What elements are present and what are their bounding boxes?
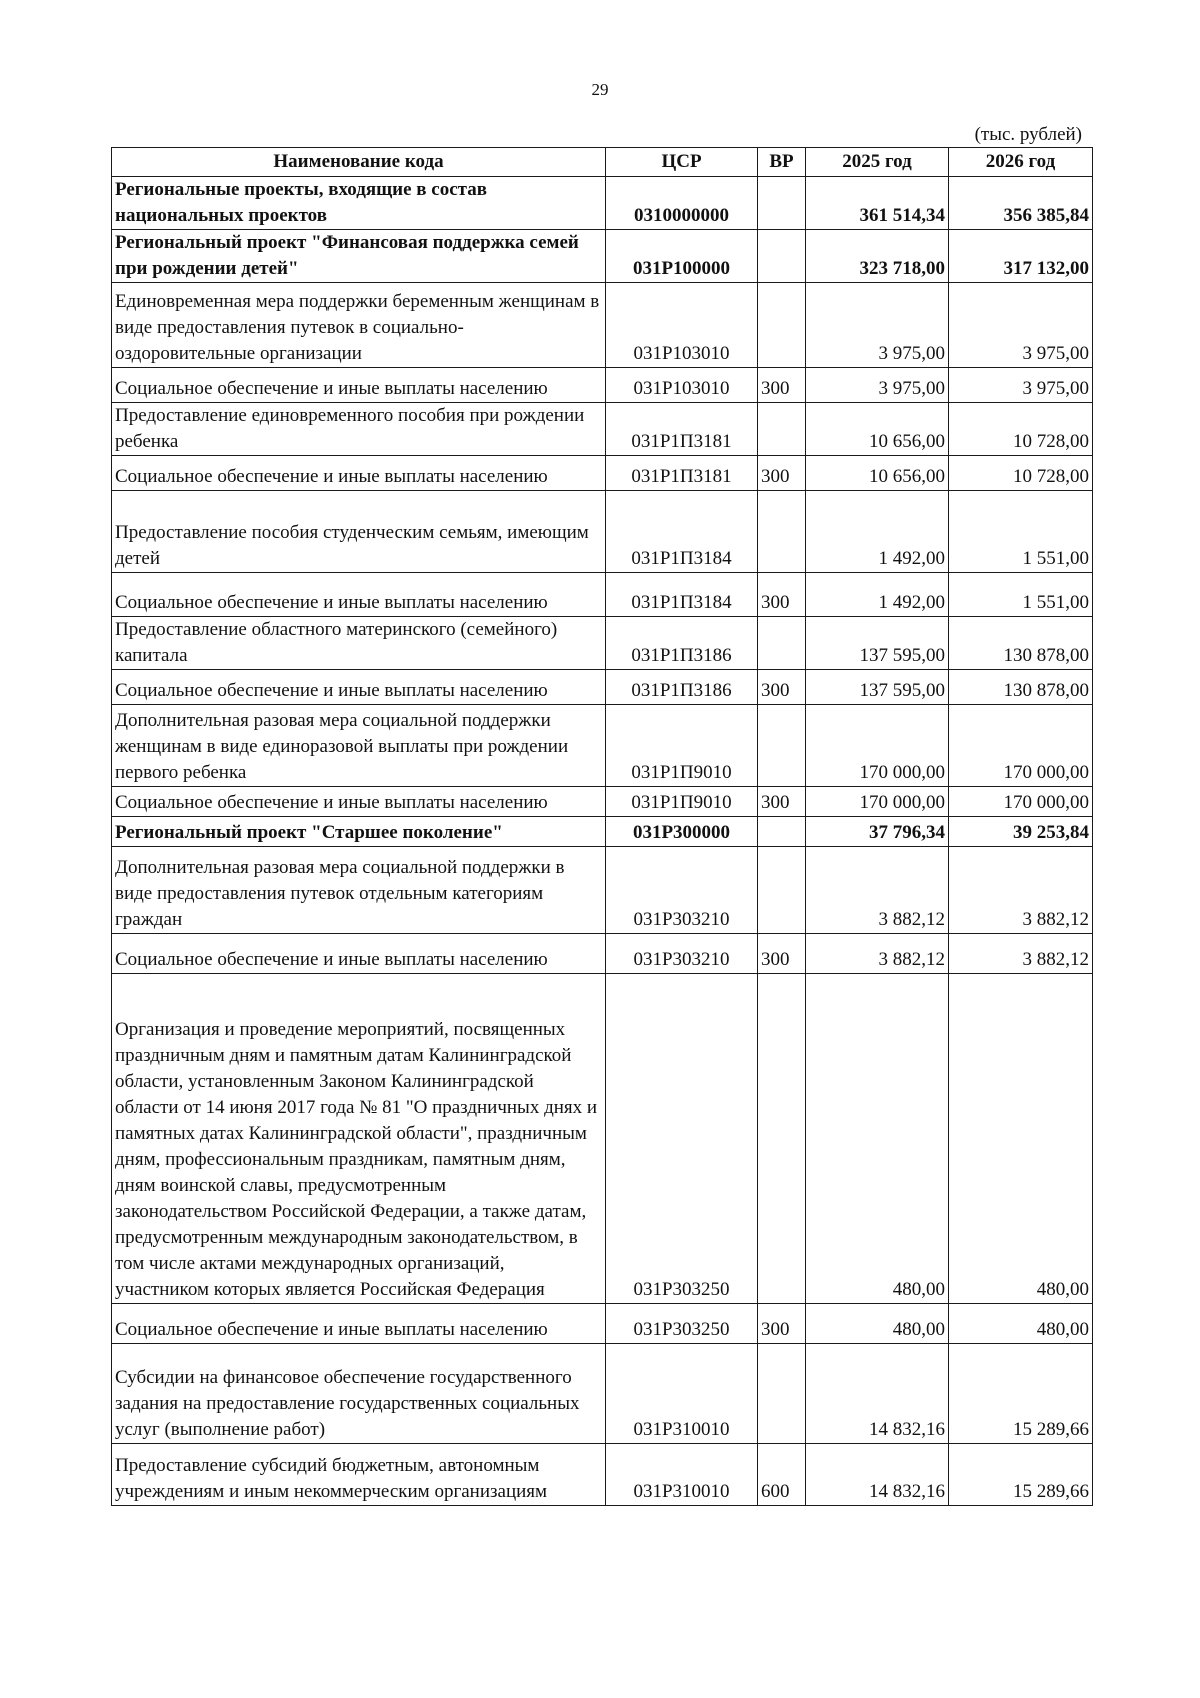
row-value-2025: 10 656,00: [806, 403, 949, 456]
row-vr: [758, 491, 806, 573]
row-csr: 031Р103010: [606, 283, 758, 368]
row-value-2026: 130 878,00: [949, 670, 1093, 705]
row-csr: 031Р310010: [606, 1444, 758, 1506]
row-csr: 031Р303210: [606, 847, 758, 934]
row-vr: [758, 230, 806, 283]
row-name: Региональный проект "Старшее поколение": [112, 817, 606, 847]
table-row: [112, 847, 1093, 934]
row-vr: 300: [758, 1304, 806, 1344]
row-vr: [758, 1344, 806, 1444]
row-name: Социальное обеспечение и иные выплаты населению: [112, 573, 606, 617]
row-value-2026: 480,00: [949, 974, 1093, 1304]
row-value-2025: 3 882,12: [806, 847, 949, 934]
table-row: [112, 283, 1093, 368]
row-name: Предоставление единовременного пособия при рождении ребенка: [112, 403, 606, 456]
table-row: [112, 617, 1093, 670]
header-name: Наименование кода: [112, 148, 606, 177]
row-value-2025: 1 492,00: [806, 573, 949, 617]
row-value-2025: 137 595,00: [806, 617, 949, 670]
row-value-2026: 10 728,00: [949, 403, 1093, 456]
row-value-2026: 1 551,00: [949, 573, 1093, 617]
row-name: Социальное обеспечение и иные выплаты населению: [112, 1304, 606, 1344]
header-vr: ВР: [758, 148, 806, 177]
row-vr: [758, 283, 806, 368]
row-vr: 300: [758, 456, 806, 491]
table-row: [112, 573, 1093, 617]
row-value-2025: 170 000,00: [806, 705, 949, 787]
row-name: Единовременная мера поддержки беременным женщинам в виде предоставления путевок в социально-оздоровительные организации: [112, 283, 606, 368]
row-value-2025: 14 832,16: [806, 1444, 949, 1506]
row-vr: 300: [758, 368, 806, 403]
row-csr: 031Р1П3181: [606, 456, 758, 491]
header-2025: 2025 год: [806, 148, 949, 177]
row-vr: 300: [758, 787, 806, 817]
row-value-2026: 3 975,00: [949, 368, 1093, 403]
row-value-2026: 317 132,00: [949, 230, 1093, 283]
budget-table: [111, 147, 1093, 1506]
row-value-2025: 480,00: [806, 1304, 949, 1344]
row-value-2025: 3 975,00: [806, 368, 949, 403]
row-csr: 031Р1П9010: [606, 705, 758, 787]
row-name: Предоставление областного материнского (семейного) капитала: [112, 617, 606, 670]
row-csr: 031Р1П3184: [606, 491, 758, 573]
row-value-2026: 39 253,84: [949, 817, 1093, 847]
row-value-2026: 480,00: [949, 1304, 1093, 1344]
row-value-2026: 15 289,66: [949, 1344, 1093, 1444]
row-vr: [758, 617, 806, 670]
row-value-2026: 356 385,84: [949, 177, 1093, 230]
table-header-row: [112, 148, 1093, 177]
row-csr: 031Р303250: [606, 974, 758, 1304]
row-csr: 031Р1П3186: [606, 617, 758, 670]
row-name: Социальное обеспечение и иные выплаты населению: [112, 934, 606, 974]
row-name: Региональный проект "Финансовая поддержка семей при рождении детей": [112, 230, 606, 283]
row-value-2026: 10 728,00: [949, 456, 1093, 491]
table-row: [112, 787, 1093, 817]
row-value-2025: 137 595,00: [806, 670, 949, 705]
table-row: [112, 230, 1093, 283]
row-vr: 600: [758, 1444, 806, 1506]
row-value-2025: 10 656,00: [806, 456, 949, 491]
row-value-2026: 15 289,66: [949, 1444, 1093, 1506]
table-row: [112, 456, 1093, 491]
row-vr: 300: [758, 670, 806, 705]
row-value-2025: 323 718,00: [806, 230, 949, 283]
row-value-2025: 37 796,34: [806, 817, 949, 847]
row-vr: [758, 817, 806, 847]
row-name: Предоставление пособия студенческим семьям, имеющим детей: [112, 491, 606, 573]
row-csr: 031Р1П3184: [606, 573, 758, 617]
table-row: [112, 368, 1093, 403]
row-vr: 300: [758, 934, 806, 974]
table-row: [112, 1444, 1093, 1506]
header-2026: 2026 год: [949, 148, 1093, 177]
row-name: Социальное обеспечение и иные выплаты населению: [112, 368, 606, 403]
row-vr: [758, 974, 806, 1304]
row-value-2026: 3 882,12: [949, 847, 1093, 934]
row-vr: 300: [758, 573, 806, 617]
table-body: [112, 177, 1093, 1506]
row-name: Социальное обеспечение и иные выплаты населению: [112, 670, 606, 705]
table-row: [112, 403, 1093, 456]
row-csr: 031Р303210: [606, 934, 758, 974]
row-name: Дополнительная разовая мера социальной поддержки в виде предоставления путевок отдельным категориям граждан: [112, 847, 606, 934]
table-row: [112, 670, 1093, 705]
row-name: Предоставление субсидий бюджетным, автономным учреждениям и иным некоммерческим организациям: [112, 1444, 606, 1506]
table-row: [112, 491, 1093, 573]
row-value-2026: 3 975,00: [949, 283, 1093, 368]
row-value-2025: 361 514,34: [806, 177, 949, 230]
units-label: (тыс. рублей): [974, 124, 1082, 145]
table-row: [112, 177, 1093, 230]
row-value-2025: 170 000,00: [806, 787, 949, 817]
row-vr: [758, 705, 806, 787]
row-csr: 0310000000: [606, 177, 758, 230]
row-name: Социальное обеспечение и иные выплаты населению: [112, 787, 606, 817]
row-name: Организация и проведение мероприятий, посвященных праздничным дням и памятным датам Калининградской области, установленным Законом Калининградской области от 14 июня 2017 года № 81 "О праздничных днях и памятных датах Калининградской области", праздничным дням, профессиональным праздникам, памятным дням, дням воинской славы, предусмотренным законодательством Российской Федерации, а также датам, предусмотренным международным законодательством, в том числе актами международных организаций, участником которых является Российская Федерация: [112, 974, 606, 1304]
row-csr: 031Р303250: [606, 1304, 758, 1344]
row-value-2026: 3 882,12: [949, 934, 1093, 974]
table-row: [112, 974, 1093, 1304]
table-row: [112, 1304, 1093, 1344]
row-value-2026: 130 878,00: [949, 617, 1093, 670]
row-csr: 031Р100000: [606, 230, 758, 283]
row-value-2025: 3 882,12: [806, 934, 949, 974]
header-csr: ЦСР: [606, 148, 758, 177]
row-name: Дополнительная разовая мера социальной поддержки женщинам в виде единоразовой выплаты при рождении первого ребенка: [112, 705, 606, 787]
row-value-2025: 14 832,16: [806, 1344, 949, 1444]
row-csr: 031Р300000: [606, 817, 758, 847]
row-vr: [758, 177, 806, 230]
table-row: [112, 934, 1093, 974]
row-value-2026: 170 000,00: [949, 705, 1093, 787]
row-csr: 031Р1П3186: [606, 670, 758, 705]
row-vr: [758, 847, 806, 934]
row-value-2025: 1 492,00: [806, 491, 949, 573]
row-value-2025: 3 975,00: [806, 283, 949, 368]
row-value-2026: 1 551,00: [949, 491, 1093, 573]
table-row: [112, 1344, 1093, 1444]
table-row: [112, 705, 1093, 787]
table-row: [112, 817, 1093, 847]
row-name: Социальное обеспечение и иные выплаты населению: [112, 456, 606, 491]
row-value-2026: 170 000,00: [949, 787, 1093, 817]
row-value-2025: 480,00: [806, 974, 949, 1304]
row-vr: [758, 403, 806, 456]
row-name: Субсидии на финансовое обеспечение государственного задания на предоставление государственных социальных услуг (выполнение работ): [112, 1344, 606, 1444]
row-csr: 031Р1П3181: [606, 403, 758, 456]
page-number: 29: [591, 80, 609, 99]
row-csr: 031Р1П9010: [606, 787, 758, 817]
row-csr: 031Р103010: [606, 368, 758, 403]
row-name: Региональные проекты, входящие в состав национальных проектов: [112, 177, 606, 230]
row-csr: 031Р310010: [606, 1344, 758, 1444]
